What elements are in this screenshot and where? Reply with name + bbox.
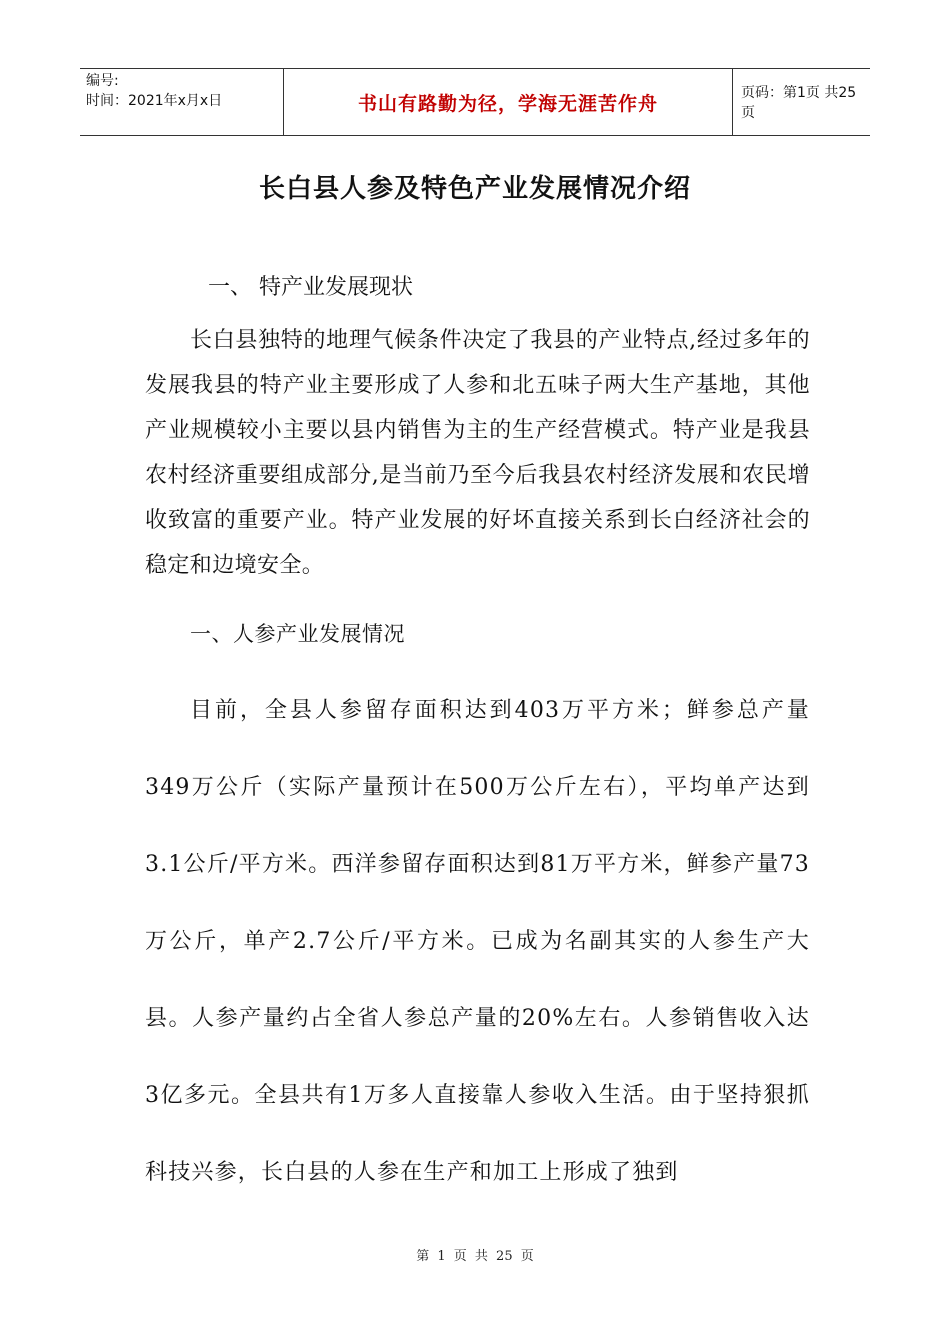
header-page-info: 页码：第1页 共25页 [741, 85, 857, 121]
section-paragraph-1: 长白县独特的地理气候条件决定了我县的产业特点,经过多年的发展我县的特产业主要形成了人参和北五味子两大生产基地，其他产业规模较小主要以县内销售为主的生产经营模式。特产业是我县农村经济重要组成部分,是当前乃至今后我县农村经济发展和农民增收致富的重要产业。特产业发展的好坏直接关系到长白经济社会的稳定和边境安全。 [145, 328, 810, 578]
document-header [80, 68, 870, 136]
number-label: 编号: [86, 73, 119, 89]
section-heading-1: 一、 特产业发展现状 [208, 275, 413, 300]
section-heading-2: 一、人参产业发展情况 [190, 622, 405, 646]
page-footer: 第 1 页 共 25 页 [416, 1249, 534, 1264]
section-paragraph-2: 目前，全县人参留存面积达到403万平方米；鲜参总产量349万公斤（实际产量预计在500万公斤左右），平均单产达到3.1公斤/平方米。西洋参留存面积达到81万平方米，鲜参产量73万公斤，单产2.7公斤/平方米。已成为名副其实的人参生产大县。人参产量约占全省人参总产量的20%左右。人参销售收入达3亿多元。全县共有1万多人直接靠人参收入生活。由于坚持狠抓科技兴参，长白县的人参在生产和加工上形成了独到 [145, 698, 810, 1185]
document-title: 长白县人参及特色产业发展情况介绍 [258, 174, 691, 204]
header-motto: 书山有路勤为径，学海无涯苦作舟 [283, 69, 733, 135]
time-label: 时间：2021年x月x日 [86, 93, 223, 109]
header-meta [80, 69, 283, 135]
